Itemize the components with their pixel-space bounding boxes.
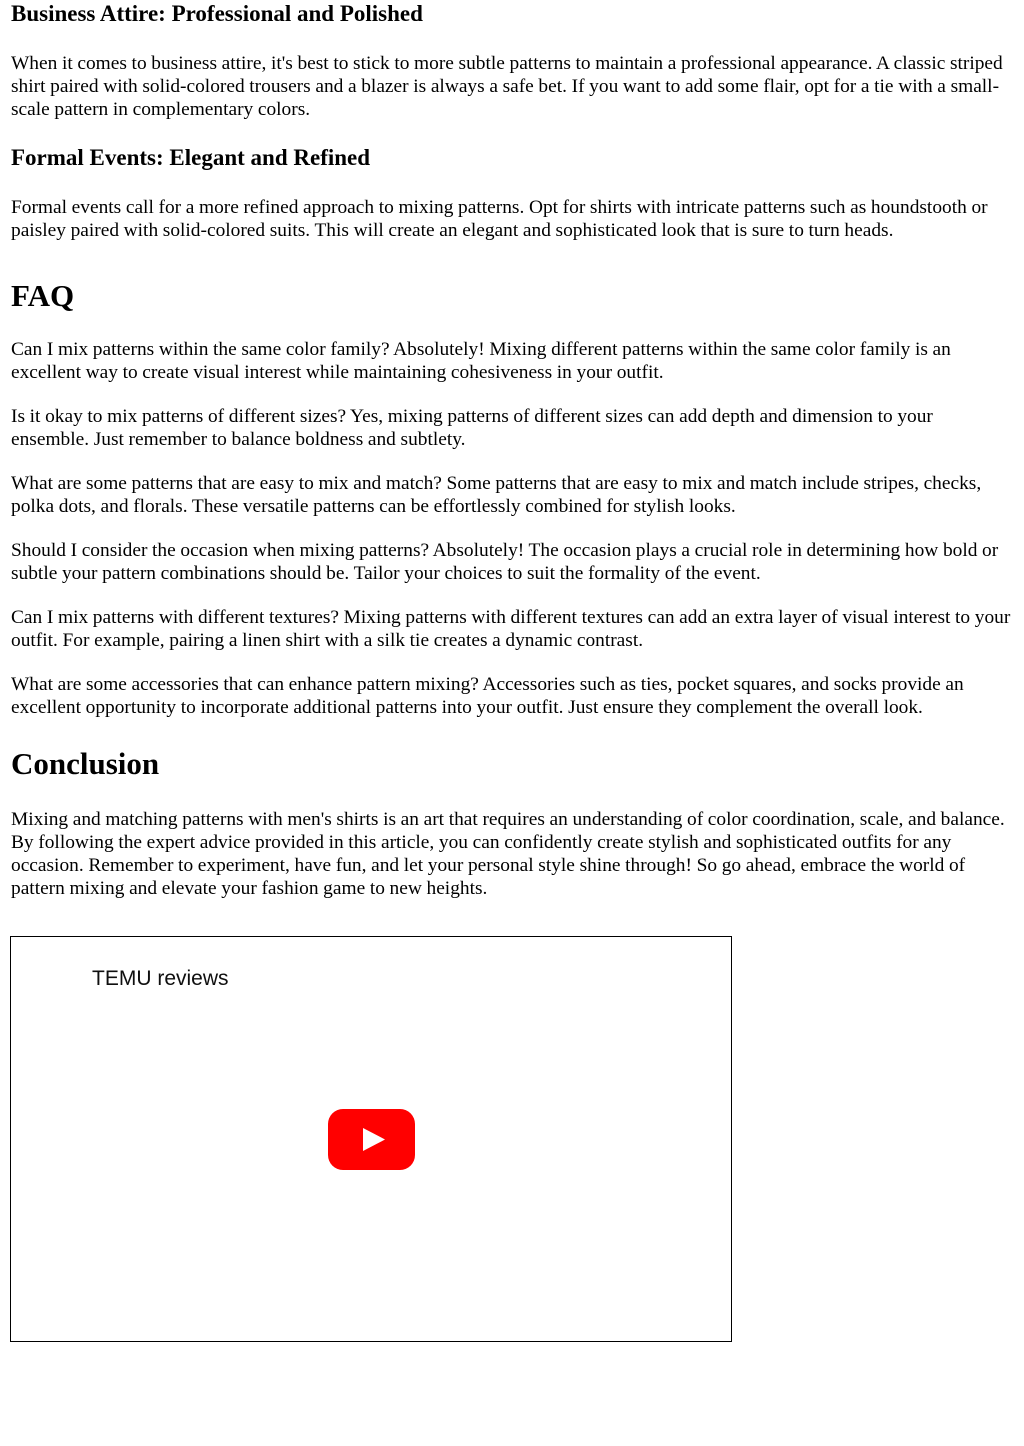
formal-events-heading: Formal Events: Elegant and Refined <box>11 145 371 170</box>
faq-heading: FAQ <box>11 278 75 313</box>
conclusion-heading: Conclusion <box>11 746 160 781</box>
faq-item: Should I consider the occasion when mixing patterns? Absolutely! The occasion plays a crucial role in determining how bold or subtle your pattern combinations should be. Tailor your choices to suit the formality of the event. <box>11 540 999 584</box>
youtube-play-icon[interactable] <box>328 1109 415 1170</box>
faq-item: What are some patterns that are easy to mix and match? Some patterns that are easy to mix and match include stripes, checks, polka dots, and florals. These versatile patterns can be effortlessly combined for stylish looks. <box>11 473 982 517</box>
faq-item: Can I mix patterns within the same color family? Absolutely! Mixing different patterns within the same color family is an excellent way to create visual interest while maintaining cohesiveness in your outfit. <box>11 339 951 383</box>
faq-item: What are some accessories that can enhance pattern mixing? Accessories such as ties, pocket squares, and socks provide an excellent opportunity to incorporate additional patterns into your outfit. Just ensure they complement the overall look. <box>11 674 964 718</box>
faq-item: Can I mix patterns with different textures? Mixing patterns with different textures can add an extra layer of visual interest to your outfit. For example, pairing a linen shirt with a silk tie creates a dynamic contrast. <box>11 607 1011 651</box>
article-content <box>11 0 1013 900</box>
video-embed[interactable] <box>10 936 732 1342</box>
formal-events-paragraph: Formal events call for a more refined approach to mixing patterns. Opt for shirts with intricate patterns such as houndstooth or paisley paired with solid-colored suits. This will create an elegant and sophisticated look that is sure to turn heads. <box>11 197 988 241</box>
business-attire-heading: Business Attire: Professional and Polished <box>11 1 423 26</box>
conclusion-paragraph: Mixing and matching patterns with men's shirts is an art that requires an understanding of color coordination, scale, and balance. By following the expert advice provided in this article, you can confidently create stylish and sophisticated outfits for any occasion. Remember to experiment, have fun, and let your personal style shine through! So go ahead, embrace the world of pattern mixing and elevate your fashion game to new heights. <box>11 809 1005 899</box>
business-attire-paragraph: When it comes to business attire, it's best to stick to more subtle patterns to maintain a professional appearance. A classic striped shirt paired with solid-colored trousers and a blazer is always a safe bet. If you want to add some flair, opt for a tie with a small-scale pattern in complementary colors. <box>11 53 1003 120</box>
faq-item: Is it okay to mix patterns of different sizes? Yes, mixing patterns of different sizes can add depth and dimension to your ensemble. Just remember to balance boldness and subtlety. <box>11 406 933 450</box>
video-title[interactable]: TEMU reviews <box>92 967 229 990</box>
